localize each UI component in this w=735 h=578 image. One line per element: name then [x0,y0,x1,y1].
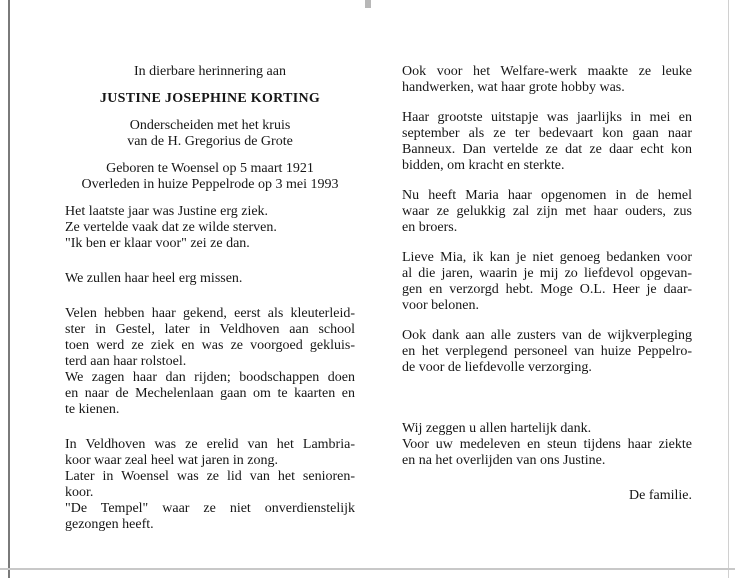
text-line: Ook dank aan alle zusters van de wijkverpleging [402,328,692,343]
text-line: Wij zeggen u allen hartelijk dank. [402,421,592,436]
page-edge-right [728,0,729,578]
text-line: te kienen. [65,402,120,417]
text-line: Lieve Mia, ik kan je niet genoeg bedanken voor [402,250,692,265]
death-line: Overleden in huize Peppelrode op 3 mei 1993 [81,177,339,192]
text-line: en naar de Mechelenlaan gaan om te kaarten en [65,386,355,401]
card-header [65,64,355,193]
fold-mark [365,0,371,8]
text-line: ster in Gestel, later in Veldhoven aan school [65,322,355,337]
text-line: Banneux. Dan vertelde ze dat ze daar echt kon [402,142,692,157]
left-column [65,64,355,533]
text-line: Het laatste jaar was Justine erg ziek. [65,204,269,219]
text-line: gezongen heeft. [65,517,154,532]
text-line: Haar grootste uitstapje was jaarlijks in mei en [402,110,692,125]
deceased-name: JUSTINE JOSEPHINE KORTING [99,91,321,106]
text-line: "De Tempel" waar ze niet onverdienstelijk [65,501,355,516]
paragraph-thanks [402,421,692,469]
paragraph-welfare [402,64,692,96]
text-line: september als ze ter bedevaart kon gaan naar [402,126,692,141]
text-line: voor belonen. [402,298,479,313]
honor-line-1: Onderscheiden met het kruis [129,118,291,133]
text-line: Ook voor het Welfare-werk maakte ze leuke [402,64,692,79]
paragraph-mia [402,250,692,314]
text-line: We zullen haar heel erg missen. [65,271,243,286]
text-line: We zagen haar dan rijden; boodschappen doen [65,370,355,385]
text-line: gen en verzorgd hebt. Moge O.L. Heer je daar- [402,282,692,297]
text-line: koor. [65,485,94,500]
paragraph-nurses [402,328,692,376]
text-line: Ze vertelde vaak dat ze wilde sterven. [65,220,277,235]
text-line: In Veldhoven was ze erelid van het Lambria- [65,437,355,452]
text-line: Nu heeft Maria haar opgenomen in de hemel [402,188,692,203]
paragraph-pilgrimage [402,110,692,174]
paragraph-career [65,306,355,418]
right-column [402,64,692,504]
text-line: bidden, om kracht en sterkte. [402,158,565,173]
page-edge-left [8,0,10,578]
text-line: "Ik ben er klaar voor" zei ze dan. [65,236,250,251]
text-line: Later in Woensel was ze lid van het senioren- [65,469,355,484]
text-line: Velen hebben haar gekend, eerst als kleuterleid- [65,306,355,321]
text-line: en na het overlijden van ons Justine. [402,453,606,468]
paragraph-heaven [402,188,692,236]
text-line: handwerken, wat haar grote hobby was. [402,80,625,95]
paragraph-missing [65,271,355,287]
text-line: en broers. [402,220,458,235]
text-line: en het verplegend personeel van huize Peppelro- [402,344,692,359]
birth-line: Geboren te Woensel op 5 maart 1921 [106,161,314,176]
paragraph-choir [65,437,355,533]
text-line: toen werd ze ziek en was ze voorgoed gekluis- [65,338,355,353]
signature: De familie. [629,488,692,503]
text-line: terd aan haar rolstoel. [65,354,187,369]
text-line: Voor uw medeleven en steun tijdens haar ziekte [402,437,692,452]
text-line: waar ze gelukkig zal zijn met haar ouders, zus [402,204,692,219]
text-line: koor waar zeal heel wat jaren in zong. [65,453,279,468]
text-line: de voor de liefdevolle verzorging. [402,360,592,375]
page-edge-bottom [0,568,735,570]
honor-line-2: van de H. Gregorius de Grote [127,134,293,149]
intro-line: In dierbare herinnering aan [134,64,286,79]
paragraph-illness [65,204,355,252]
text-line: al die jaren, waarin je mij zo liefdevol opgevan- [402,266,692,281]
